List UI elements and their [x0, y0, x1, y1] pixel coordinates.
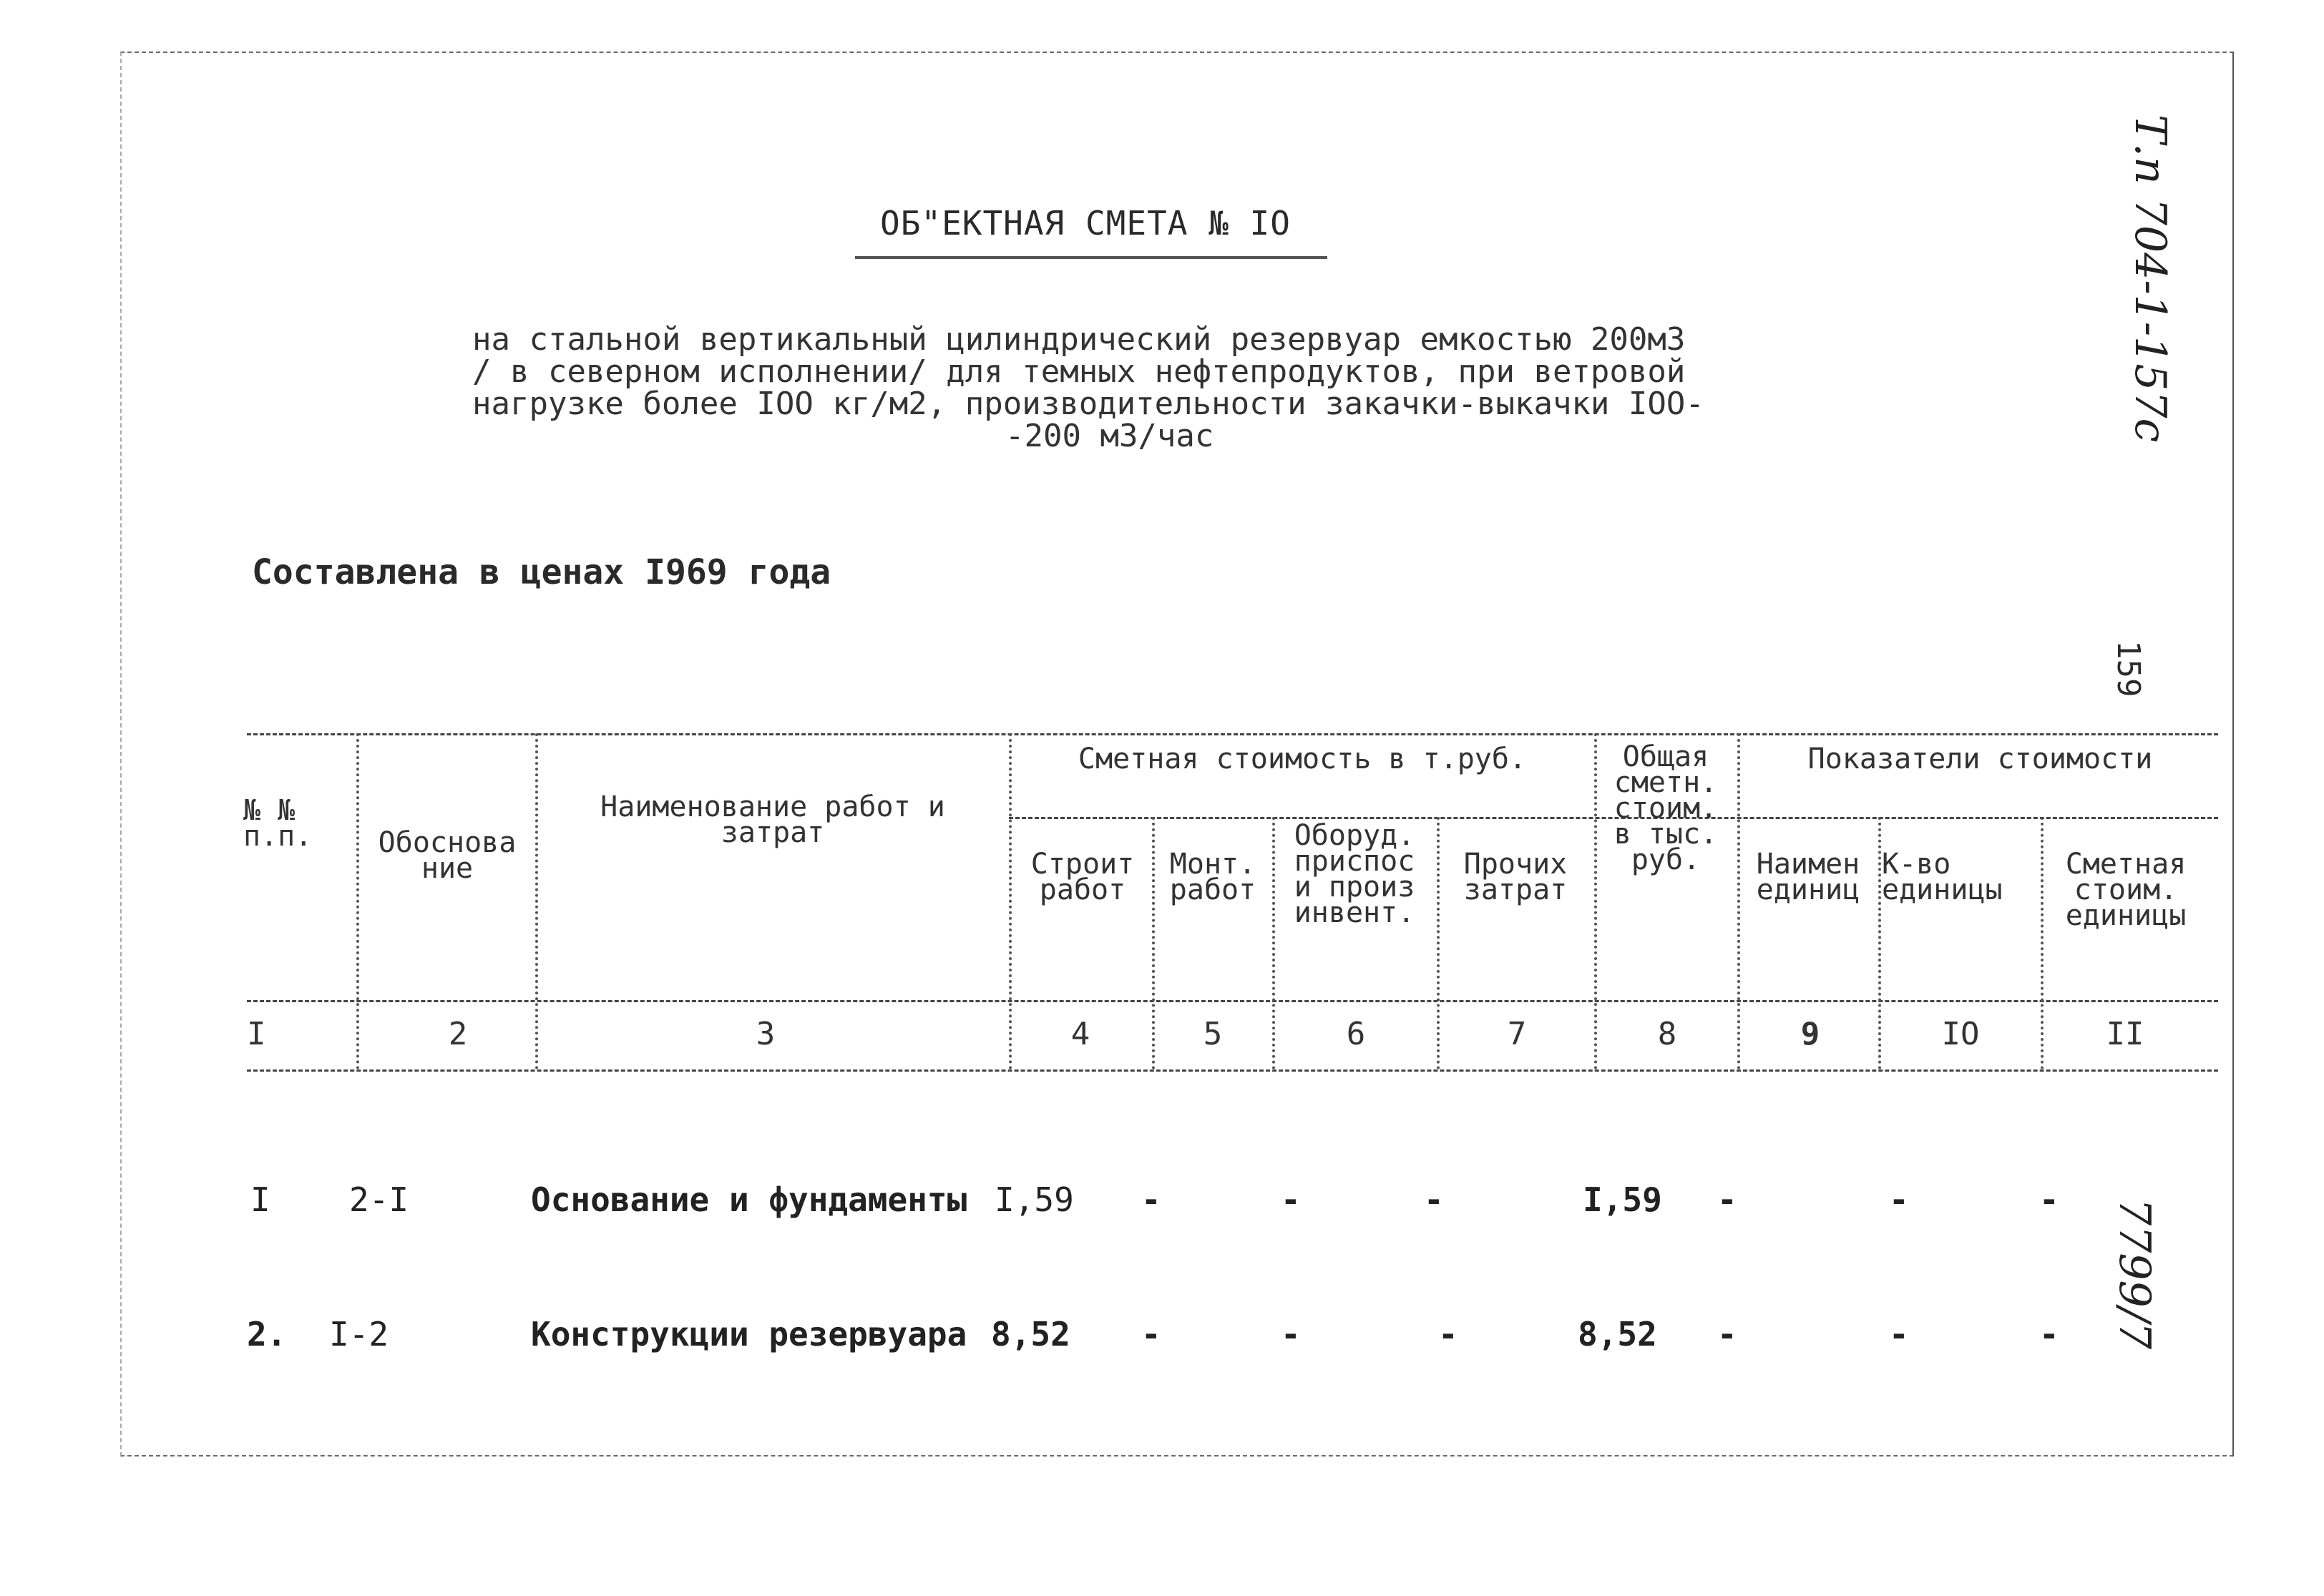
column-numbers-bottom-rule [247, 1069, 2218, 1072]
row-other-cost: - [1424, 1180, 1444, 1219]
row-name: Основание и фундаменты [531, 1180, 967, 1219]
column-number: 2 [448, 1016, 468, 1052]
row-unit-qty: - [1889, 1180, 1909, 1219]
side-inventory-number: 7799/7 [2109, 1198, 2159, 1350]
header-unit-qty: К-во единицы [1882, 848, 2003, 906]
column-number: IO [1941, 1016, 1980, 1052]
column-number: I [247, 1016, 266, 1052]
row-name: Конструкции резервуара [531, 1315, 967, 1353]
col-divider [1152, 817, 1155, 1069]
header-total: Общая сметн. стоим. в тыс. руб. [1613, 740, 1718, 876]
header-no: № № п.п. [243, 794, 313, 853]
row-total-cost: I,59 [1583, 1180, 1662, 1219]
page-number: 159 [2110, 640, 2147, 697]
row-unit-name: - [1717, 1180, 1737, 1219]
header-equipment: Оборуд. приспос и произ инвент. [1294, 819, 1415, 929]
row-basis: 2-I [349, 1180, 409, 1219]
header-other: Прочих затрат [1463, 848, 1568, 906]
header-unit-cost: Сметная стоим. единицы [2065, 848, 2187, 932]
header-cost-group: Сметная стоимость в т.руб. [1078, 743, 1527, 775]
header-basis: Обоснова ние [378, 826, 517, 885]
table-top-rule [247, 733, 2218, 735]
side-document-code: Т.п 704-1-157с [2125, 114, 2175, 443]
row-unit-cost: - [2039, 1180, 2059, 1219]
column-number: 9 [1800, 1016, 1820, 1052]
column-number: 6 [1346, 1016, 1366, 1052]
title-underline [855, 256, 1327, 259]
row-other-cost: - [1438, 1315, 1458, 1353]
header-mounting: Монт. работ [1169, 848, 1256, 906]
column-number: 7 [1507, 1016, 1527, 1052]
row-unit-name: - [1717, 1315, 1737, 1353]
col-divider [1878, 817, 1881, 1069]
col-divider [1009, 733, 1012, 1069]
row-construction-cost: 8,52 [991, 1315, 1070, 1353]
row-equipment-cost: - [1281, 1180, 1301, 1219]
header-construction: Строит работ [1030, 848, 1135, 906]
column-number: 8 [1657, 1016, 1677, 1052]
row-mounting-cost: - [1141, 1315, 1161, 1353]
col-divider [535, 733, 538, 1069]
col-divider [356, 733, 359, 1069]
row-construction-cost: I,59 [995, 1180, 1074, 1219]
document-description [472, 323, 1832, 452]
column-number: 3 [756, 1016, 776, 1052]
row-basis: I-2 [329, 1315, 389, 1353]
column-number: II [2106, 1016, 2144, 1052]
compiled-note: Составлена в ценах I969 года [252, 552, 831, 592]
header-indicators-group: Показатели стоимости [1807, 743, 2153, 775]
row-unit-qty: - [1889, 1315, 1909, 1353]
row-unit-cost: - [2039, 1315, 2059, 1353]
column-numbers-top-rule [247, 1000, 2218, 1002]
description-line: на стальной вертикальный цилиндрический резервуар емкостью 200м3 [472, 321, 1686, 358]
description-line: -200 м3/час [1005, 418, 1214, 454]
header-name: Наименование работ и затрат [600, 790, 945, 849]
column-number: 4 [1070, 1016, 1090, 1052]
row-total-cost: 8,52 [1578, 1315, 1657, 1353]
column-number: 5 [1203, 1016, 1223, 1052]
description-line: / в северном исполнении/ для темных нефтепродуктов, при ветровой [472, 353, 1686, 390]
document-title: ОБ"ЕКТНАЯ СМЕТА № IO [880, 204, 1291, 243]
row-equipment-cost: - [1281, 1315, 1301, 1353]
row-no: I [250, 1180, 270, 1219]
row-mounting-cost: - [1141, 1180, 1161, 1219]
row-no: 2. [247, 1315, 287, 1353]
description-line: нагрузке более IOO кг/м2, производительности закачки-выкачки IOO- [472, 386, 1704, 422]
header-unit-name: Наимен единиц [1756, 848, 1860, 906]
